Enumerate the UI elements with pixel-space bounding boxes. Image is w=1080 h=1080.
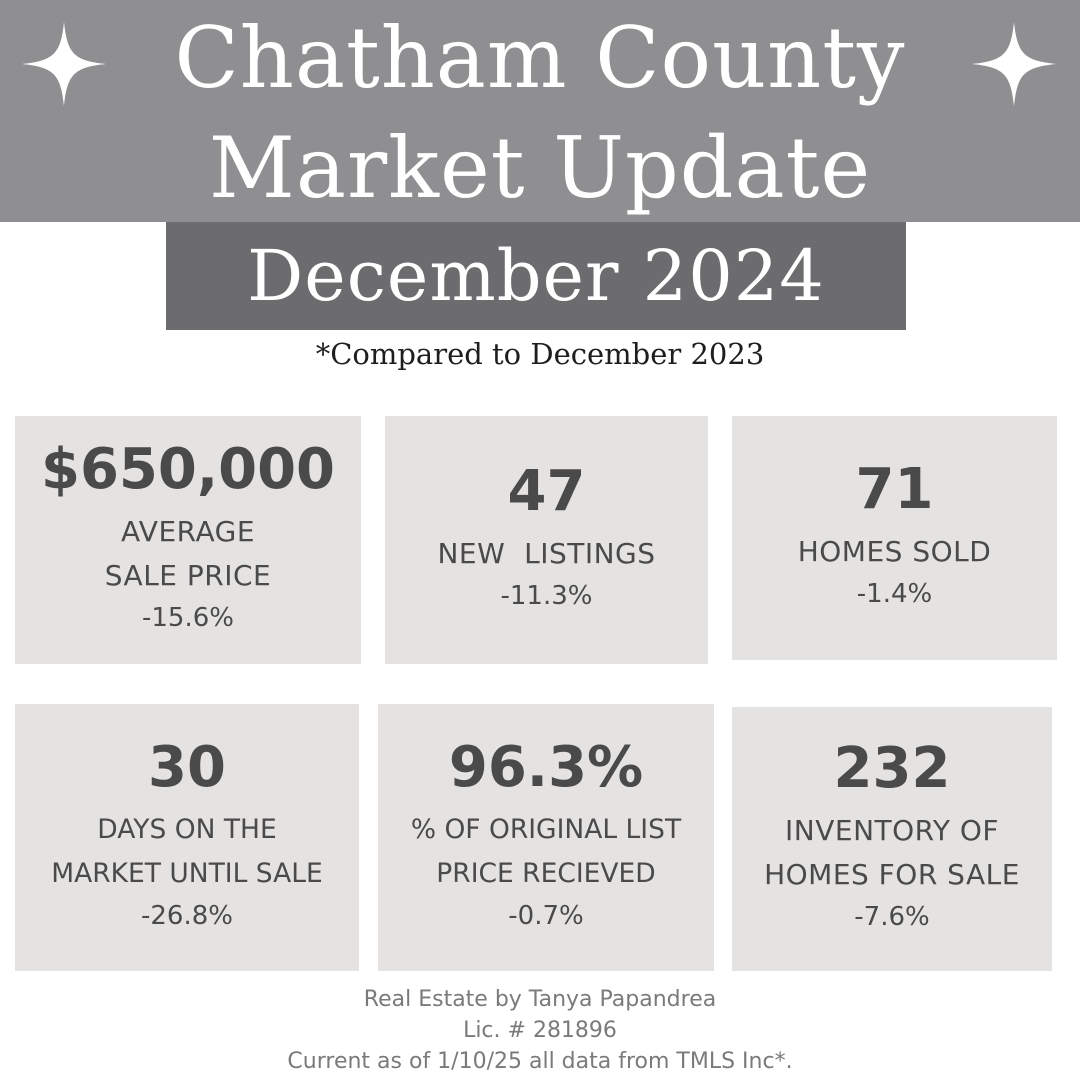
stat-value: 71 <box>855 457 934 522</box>
stat-value: 96.3% <box>448 734 644 800</box>
report-date: December 2024 <box>247 235 825 317</box>
stat-label: HOMES SOLD <box>797 535 992 568</box>
stat-change: -15.6% <box>142 603 234 633</box>
stat-card-new-listings <box>385 416 708 664</box>
comparison-note: *Compared to December 2023 <box>315 337 765 371</box>
sparkle-icon <box>972 22 1056 106</box>
stat-card-homes-sold <box>732 416 1057 660</box>
stat-card-list-price-received <box>378 704 714 971</box>
stat-value: $650,000 <box>40 437 336 502</box>
stat-change: -11.3% <box>500 581 593 611</box>
page-title-line-2: Market Update <box>208 119 872 217</box>
footer-license: Lic. # 281896 <box>463 1018 617 1043</box>
header-banner <box>0 0 1080 222</box>
stat-card-inventory <box>732 707 1052 971</box>
stat-label: NEW LISTINGS <box>437 537 656 570</box>
stat-label: % OF ORIGINAL LIST PRICE RECIEVED <box>410 813 682 889</box>
stat-change: -26.8% <box>141 900 233 931</box>
page-title-line-1: Chatham County <box>174 9 906 107</box>
stat-change: -0.7% <box>508 900 584 931</box>
stat-card-average-sale-price <box>15 416 361 664</box>
stat-value: 47 <box>507 459 586 524</box>
stat-change: -7.6% <box>854 902 930 932</box>
footer-agent: Real Estate by Tanya Papandrea <box>363 987 717 1012</box>
stat-change: -1.4% <box>856 579 933 609</box>
stat-card-days-on-market <box>15 704 359 971</box>
stat-value: 30 <box>148 734 226 800</box>
stat-label: DAYS ON THE MARKET UNTIL SALE <box>51 813 323 889</box>
stat-label: AVERAGE SALE PRICE <box>104 515 272 592</box>
date-band <box>166 222 906 330</box>
footer-data-source: Current as of 1/10/25 all data from TMLS Inc*. <box>287 1049 793 1074</box>
stat-label: INVENTORY OF HOMES FOR SALE <box>764 814 1020 891</box>
footer-credits <box>0 984 1080 1077</box>
stat-value: 232 <box>833 736 951 801</box>
